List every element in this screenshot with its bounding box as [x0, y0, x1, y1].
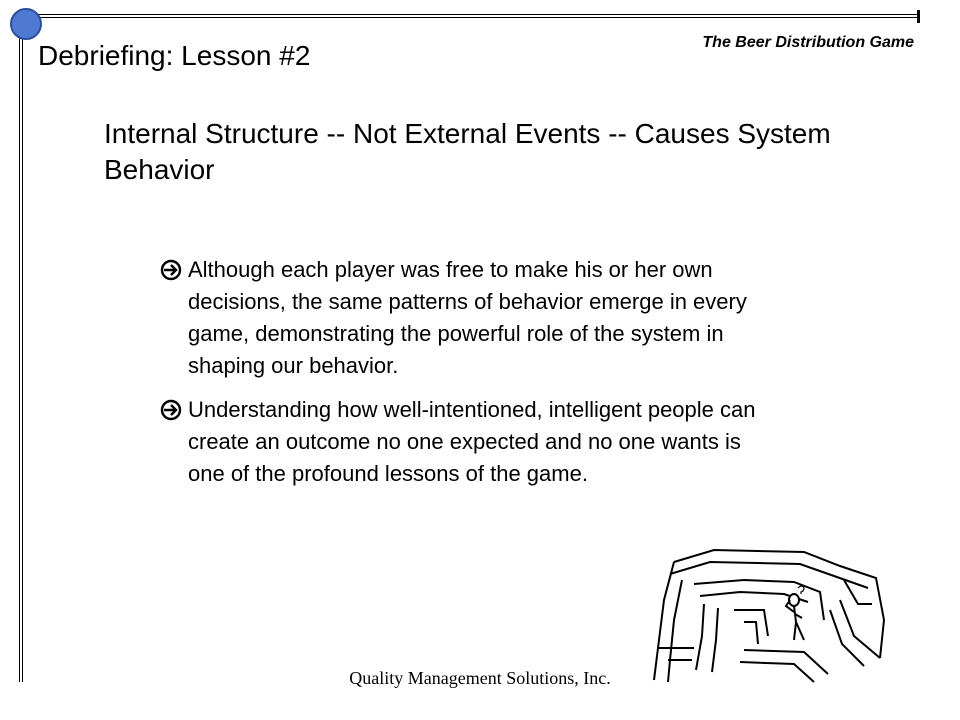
top-rule-1 — [24, 14, 920, 15]
maze-figure-icon — [644, 540, 896, 688]
left-rule-1 — [19, 22, 20, 682]
bullet-text: Although each player was free to make his or her own decisions, the same patterns of behavior emerge in every game, demonstrating the powerful role of the system in shaping our behavior. — [188, 257, 747, 378]
top-rule-endcap — [917, 10, 920, 23]
circle-arrow-right-icon — [160, 399, 182, 421]
bullet-item — [160, 394, 760, 490]
left-rule-2 — [22, 22, 23, 682]
bullet-list — [160, 254, 760, 502]
corner-dot-icon — [10, 8, 42, 40]
top-rule-2 — [24, 17, 920, 18]
bullet-text: Understanding how well-intentioned, intelligent people can create an outcome no one expected and no one wants is one of the profound lessons of the game. — [188, 397, 756, 486]
circle-arrow-right-icon — [160, 259, 182, 281]
header-title: Debriefing: Lesson #2 — [38, 40, 311, 71]
bullet-item — [160, 254, 760, 382]
slide-heading: Internal Structure -- Not External Events -- Causes System Behavior — [104, 118, 831, 185]
game-title: The Beer Distribution Game — [702, 34, 914, 51]
footer-text: Quality Management Solutions, Inc. — [349, 668, 611, 688]
